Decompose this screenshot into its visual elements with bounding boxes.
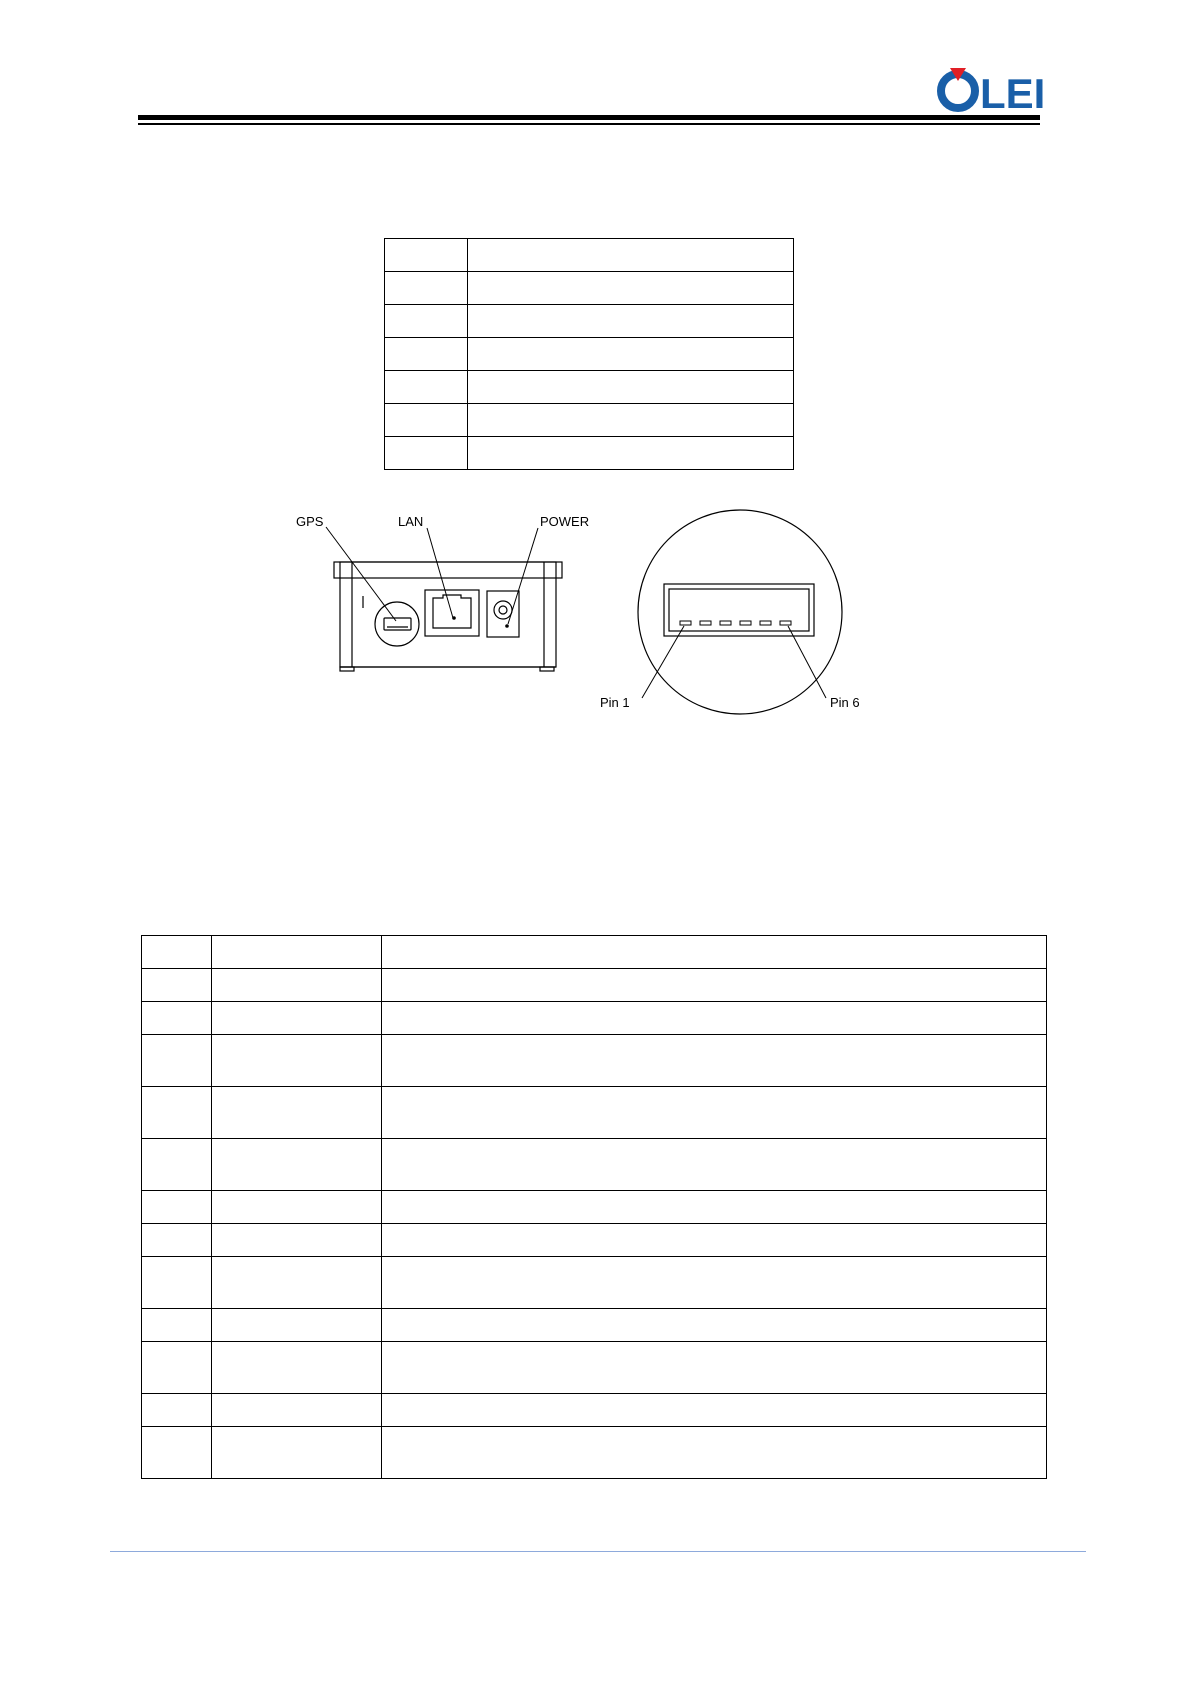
pin-last-leader-line [788,626,826,698]
table-cell [212,1191,382,1224]
table-row [385,437,794,470]
table-header-row [142,936,1047,969]
table-cell [468,371,794,404]
table-cell [468,404,794,437]
table-cell [382,969,1047,1002]
table-cell [468,272,794,305]
pin-first-leader-line [642,626,684,698]
table-cell [382,1002,1047,1035]
table-row [142,1191,1047,1224]
table-cell [142,1002,212,1035]
table-row [142,1394,1047,1427]
table-cell [142,1394,212,1427]
header-cell [142,936,212,969]
table-cell [382,1257,1047,1309]
table-row [142,1309,1047,1342]
connector-pin [780,621,791,625]
header-cell [385,239,468,272]
table-row [142,1035,1047,1087]
table-cell [468,338,794,371]
connector-pin [680,621,691,625]
footer-rule [110,1551,1086,1552]
table-row [385,272,794,305]
table-cell [142,1139,212,1191]
lan-leader-line [427,528,453,618]
connector-pin [700,621,711,625]
table-row [142,1427,1047,1479]
header-cell [382,936,1047,969]
table-cell [212,1224,382,1257]
power-leader-line [508,528,538,624]
table-cell [212,1309,382,1342]
table-cell [382,1191,1047,1224]
table-row [385,305,794,338]
table-cell [142,1224,212,1257]
table-row [142,1342,1047,1394]
table-cell [142,1087,212,1139]
table-cell [468,437,794,470]
header-cell [468,239,794,272]
header-cell [212,936,382,969]
table-cell [142,1191,212,1224]
table-cell [142,969,212,1002]
table-cell [212,1427,382,1479]
table-row [142,1224,1047,1257]
connector-pin [740,621,751,625]
table-cell [142,1342,212,1394]
table-cell [385,272,468,305]
connector-detail-figure [594,498,884,720]
table-cell [468,305,794,338]
table-cell [382,1342,1047,1394]
connector-pin [760,621,771,625]
svg-text:LEI: LEI [980,70,1046,114]
table-row [385,338,794,371]
table-row [385,404,794,437]
specification-table [141,935,1047,1479]
table-cell [212,1035,382,1087]
table-row [142,1002,1047,1035]
table-cell [385,338,468,371]
table-cell [382,1394,1047,1427]
table-cell [212,1394,382,1427]
table-cell [212,1257,382,1309]
pin-last-label: Pin 6 [830,695,860,710]
connector-pin [720,621,731,625]
table-cell [382,1224,1047,1257]
table-cell [212,1139,382,1191]
table-cell [142,1035,212,1087]
table-cell [382,1427,1047,1479]
table-cell [212,1087,382,1139]
table-cell [212,969,382,1002]
table-header-row [385,239,794,272]
table-cell [382,1139,1047,1191]
table-row [142,1257,1047,1309]
header-rule [138,115,1040,120]
table-row [142,1087,1047,1139]
table-row [385,371,794,404]
power-label: POWER [540,514,590,529]
device-front-figure [290,500,610,685]
table-cell [212,1342,382,1394]
pin-first-label: Pin 1 [600,695,630,710]
table-cell [382,1035,1047,1087]
table-cell [385,371,468,404]
gps-leader-line [326,527,396,621]
lan-label: LAN [398,514,424,529]
table-cell [385,404,468,437]
table-cell [385,437,468,470]
table-cell [385,305,468,338]
olei-logo [936,64,1046,114]
table-cell [142,1257,212,1309]
gps-label: GPS [296,514,324,529]
table-cell [212,1002,382,1035]
header-rule-thin [138,123,1040,125]
table-cell [382,1087,1047,1139]
table-row [142,1139,1047,1191]
table-cell [142,1427,212,1479]
table-cell [382,1309,1047,1342]
table-cell [142,1309,212,1342]
pin-definition-table [384,238,794,470]
table-row [142,969,1047,1002]
